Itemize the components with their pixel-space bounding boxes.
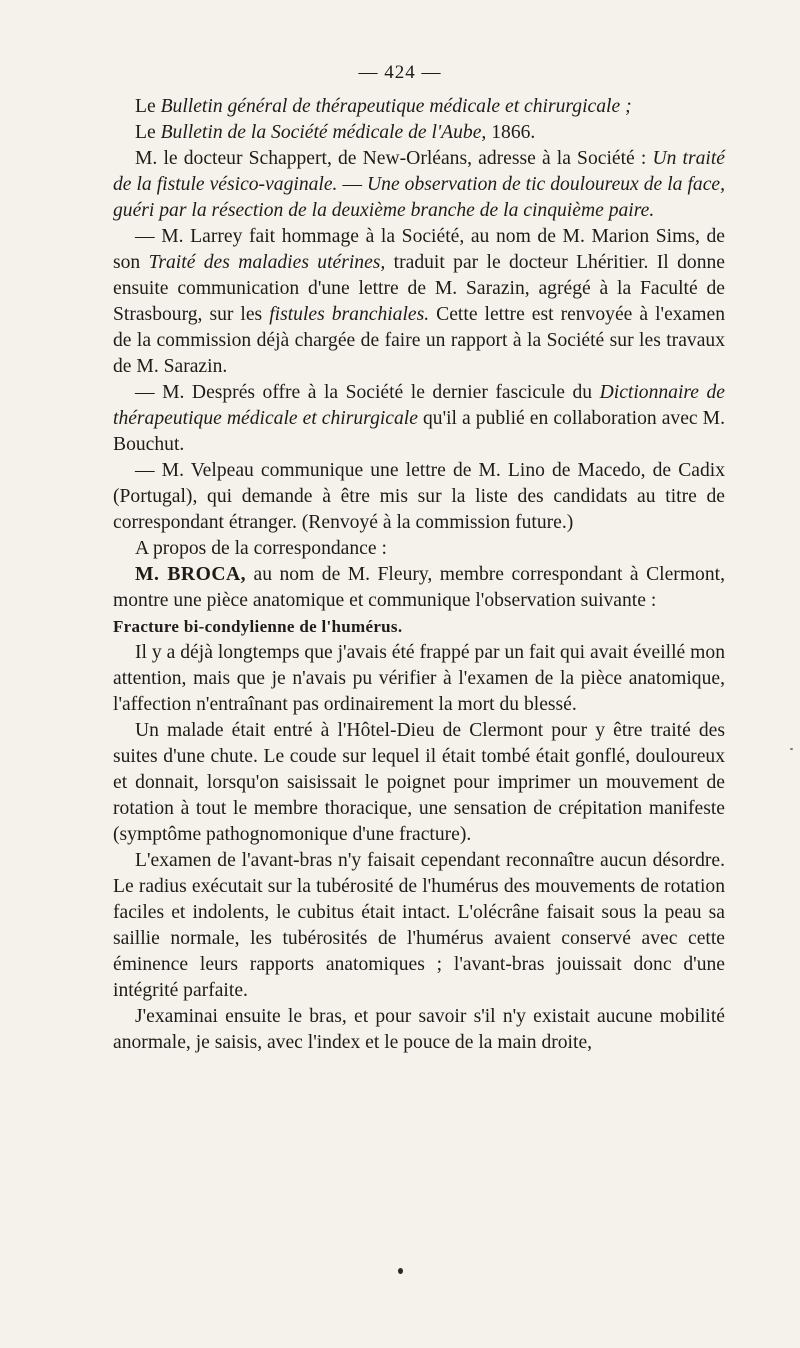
paragraph-broca [113, 562, 725, 614]
text-despres: — M. Després offre à la Société le dernier fascicule du [135, 382, 600, 403]
title-fistules-branchiales: fistules branchiales. [269, 304, 430, 325]
title-bulletin-therapeutique: Bulletin général de thérapeutique médicale et chirurgicale ; [160, 96, 632, 117]
section-title: Fracture bi-condylienne de l'humérus. [113, 617, 403, 636]
text-commission: Cette lettre est renvoyée à l'examen de la commission déjà chargée de faire un rapport à la Société sur les travaux de M. Sarazin. [113, 304, 725, 377]
page-number: — 424 — [358, 62, 442, 83]
paragraph-bulletin-aube [113, 120, 725, 146]
text-dash: — [337, 174, 368, 195]
paragraph-schappert [113, 146, 725, 224]
ink-speck [398, 1268, 403, 1274]
text-bouchut: qu'il a publié en collaboration avec M. Bouchut. [113, 408, 725, 455]
paragraph-correspondance: A propos de la correspondance : [135, 538, 387, 559]
paragraph-bulletin-therapeutique [113, 94, 725, 120]
name-broca: M. BROCA, [135, 564, 247, 585]
text-schappert: M. le docteur Schappert, de New-Orléans, adresse à la Société : [135, 148, 653, 169]
title-bulletin-aube: Bulletin de la Société médicale de l'Aube, [160, 122, 487, 143]
text-le: Le [135, 122, 161, 143]
body-text [113, 94, 725, 1056]
text-sarazin: traduit par le docteur Lhéritier. Il donne ensuite communication d'une lettre de M. Sarazin, agrégé à la Faculté de Strasbourg, sur les [113, 252, 725, 325]
paragraph-malade: Un malade était entré à l'Hôtel-Dieu de Clermont pour y être traité des suites d'une chute. Le coude sur lequel il était tombé était gonflé, douloureux et donnait, lorsqu'on saisissait le poignet pour imprimer un mouvement de rotation à tout le membre thoracique, une sensation de crépitation manifeste (symptôme pathognomonique d'une fracture). [113, 720, 725, 845]
text-le: Le [135, 96, 161, 117]
text-larrey: — M. Larrey fait hommage à la Société, au nom de M. Marion Sims, de son [113, 226, 725, 273]
paragraph-larrey [113, 224, 725, 380]
title-maladies-uterines: Traité des maladies utérines, [148, 252, 386, 273]
text-fleury: au nom de M. Fleury, membre correspondant à Clermont, montre une pièce anatomique et communique l'observation suivante : [113, 564, 725, 611]
title-fistule: Un traité de la fistule vésico-vaginale. [113, 148, 725, 195]
paragraph-velpeau: — M. Velpeau communique une lettre de M. Lino de Macedo, de Cadix (Portugal), qui demande à être mis sur la liste des candidats au titre de correspondant étranger. (Renvoyé à la commission future.) [113, 460, 725, 533]
text-year: 1866. [486, 122, 536, 143]
title-dictionnaire: Dictionnaire de thérapeutique médicale et chirurgicale [113, 382, 725, 429]
paragraph-despres [113, 380, 725, 458]
paragraph-observation-intro: Il y a déjà longtemps que j'avais été frappé par un fait qui avait éveillé mon attention, mais que je n'avais pu vérifier à l'examen de la pièce anatomique, l'affection n'entraînant pas ordinairement la mort du blessé. [113, 642, 725, 715]
paragraph-bras: J'examinai ensuite le bras, et pour savoir s'il n'y existait aucune mobilité anormale, je saisis, avec l'index et le pouce de la main droite, [113, 1006, 725, 1053]
paragraph-examen: L'examen de l'avant-bras n'y faisait cependant reconnaître aucun désordre. Le radius exécutait sur la tubérosité de l'humérus des mouvements de rotation faciles et indolents, le cubitus était intact. L'olécrâne faisait sous la peau sa saillie normale, les tubérosités de l'humérus avaient conservé avec cette éminence leurs rapports anatomiques ; l'avant-bras jouissait donc d'une intégrité parfaite. [113, 850, 725, 1001]
ink-speck [790, 748, 793, 750]
title-tic-douloureux: Une observation de tic douloureux de la face, guéri par la résection de la deuxième branche de la cinquième paire. [113, 174, 725, 221]
